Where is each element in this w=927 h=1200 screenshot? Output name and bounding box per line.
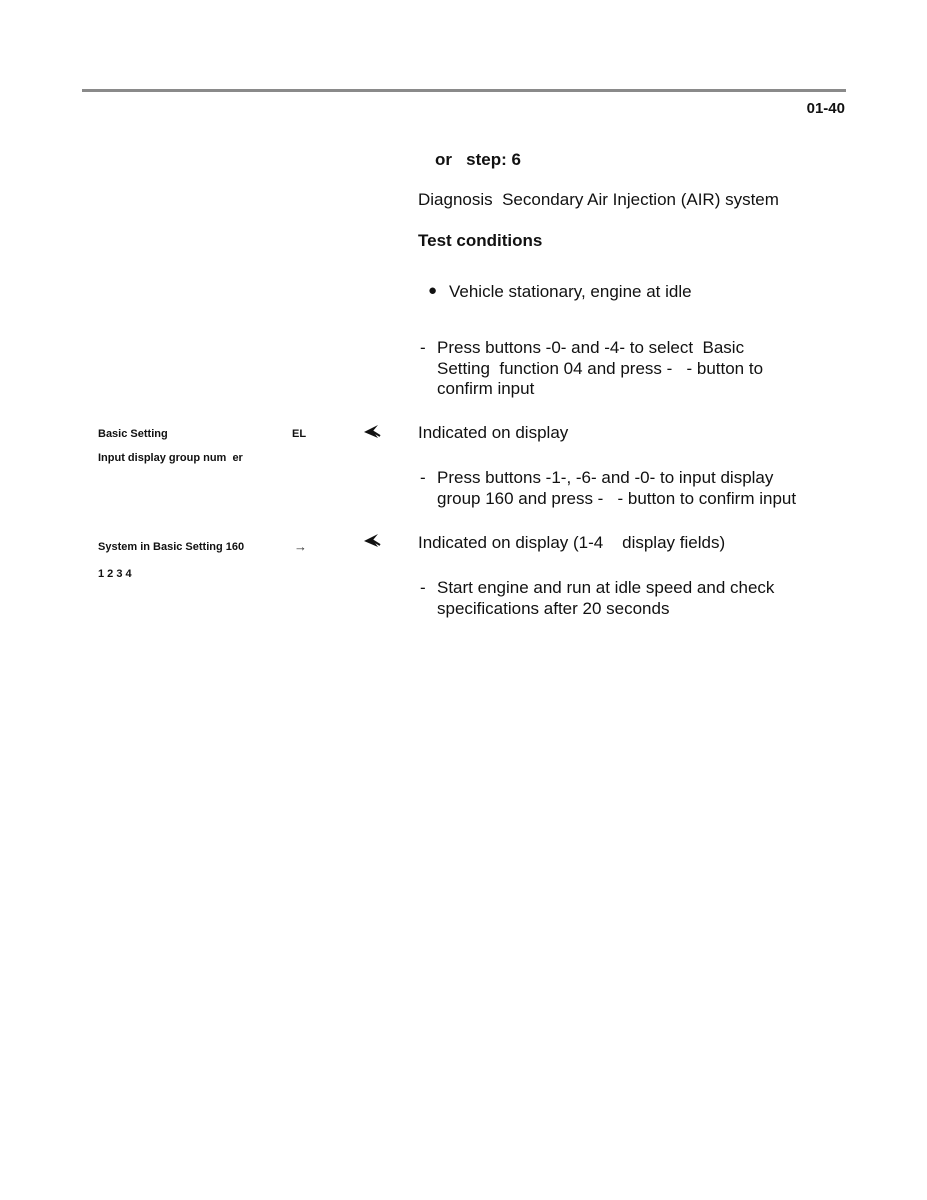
test-conditions-title: Test conditions — [418, 231, 543, 250]
indicated-on-display-2: Indicated on display (1-4 display fields) — [418, 533, 726, 552]
instruction-line: specifications after 20 seconds — [437, 598, 670, 618]
top-rule — [82, 89, 846, 92]
instruction-start-engine — [420, 578, 774, 619]
indicated-on-display-1: Indicated on display — [418, 423, 569, 442]
instruction-select-basic-setting — [420, 338, 763, 400]
dash-marker: - — [420, 338, 426, 357]
instruction-input-display-group — [420, 468, 796, 509]
instruction-line: Press buttons -0- and -4- to select Basic — [437, 338, 745, 357]
page-number: 01-40 — [806, 100, 845, 117]
pointing-hand-icon — [363, 533, 381, 549]
step-heading: or step: 6 — [435, 150, 521, 169]
test-condition-bullet — [428, 282, 692, 302]
display-input-group-label: Input display group num er — [98, 452, 243, 464]
dash-marker: - — [420, 468, 426, 487]
bullet-icon: ● — [428, 282, 438, 299]
instruction-line: Start engine and run at idle speed and check — [437, 578, 775, 597]
bullet-text: Vehicle stationary, engine at idle — [449, 282, 692, 301]
right-arrow-icon: → — [294, 539, 307, 554]
display-system-basic-setting-label: System in Basic Setting 160 — [98, 541, 245, 553]
instruction-line: Setting function 04 and press - - button to — [437, 358, 764, 378]
instruction-line: group 160 and press - - button to confirm input — [437, 488, 797, 508]
display-el-label: EL — [292, 428, 307, 440]
display-fields-label: 1 2 3 4 — [98, 568, 132, 580]
pointing-hand-icon — [363, 424, 381, 440]
display-basic-setting-label: Basic Setting — [98, 428, 168, 440]
instruction-line: confirm input — [437, 379, 535, 398]
instruction-line: Press buttons -1-, -6- and -0- to input display — [437, 468, 774, 487]
diagnosis-title: Diagnosis Secondary Air Injection (AIR) system — [418, 190, 779, 209]
dash-marker: - — [420, 578, 426, 597]
